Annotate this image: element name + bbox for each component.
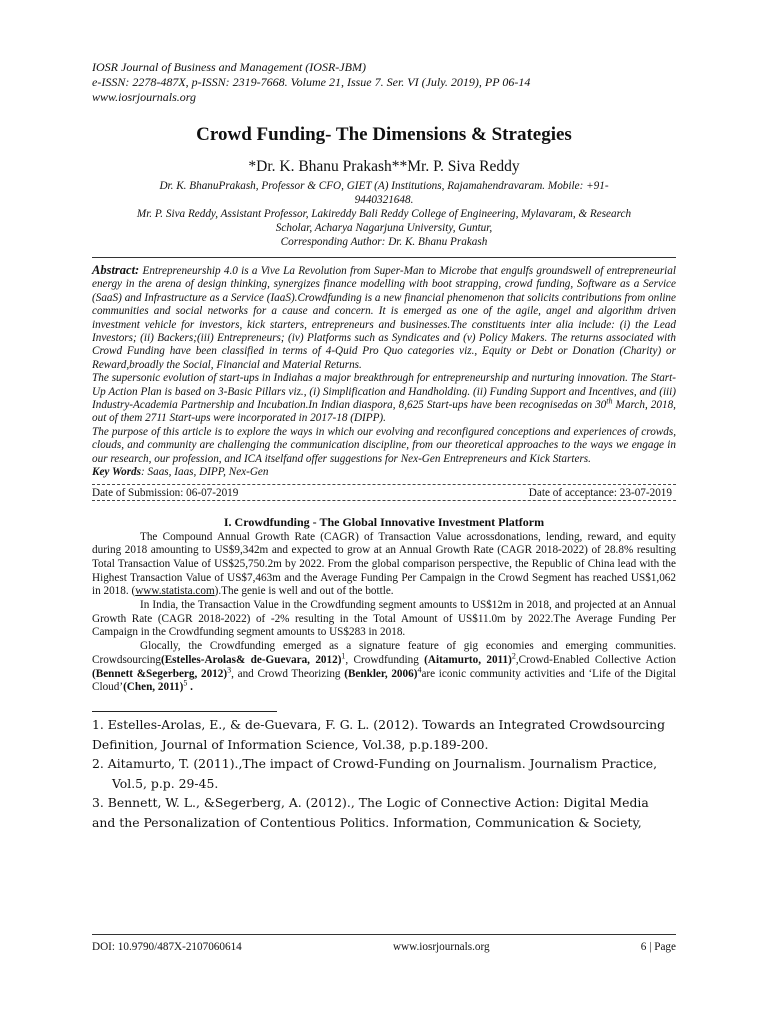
footnote-2-cont: Vol.5, p.p. 29-45.	[112, 775, 219, 791]
author-affiliations	[92, 179, 676, 249]
affiliation-2-cont: Scholar, Acharya Nagarjuna University, Guntur,	[275, 222, 493, 234]
p3-sup-3: 3	[227, 664, 232, 674]
journal-header	[92, 60, 676, 105]
p3-text-2: , Crowdfunding	[345, 653, 425, 666]
abstract-block	[92, 257, 676, 480]
submission-date: Date of Submission: 06-07-2019	[92, 486, 239, 499]
statista-link[interactable]: www.statista.com	[135, 585, 215, 598]
p3-text-5: are iconic community activities and ‘Life of the Digital Cloud’	[92, 667, 676, 694]
p3-text-3: ,Crowd-Enabled Collective Action	[515, 653, 676, 666]
affiliation-2: Mr. P. Siva Reddy, Assistant Professor, Lakireddy Bali Reddy College of Engineering, Mylavaram, & Research	[136, 208, 632, 220]
affiliation-1: Dr. K. BhanuPrakash, Professor & CFO, GIET (A) Institutions, Rajamahendravaram. Mobile: +91-	[159, 180, 609, 192]
footer-site: www.iosrjournals.org	[392, 941, 490, 953]
p3-sup-4: 4	[417, 664, 422, 674]
journal-issn: e-ISSN: 2278-487X, p-ISSN: 2319-7668. Volume 21, Issue 7. Ser. VI (July. 2019), PP 06-14	[92, 75, 531, 89]
abstract-text-1: Entrepreneurship 4.0 is a Vive La Revolution from Super-Man to Microbe that engulfs groundswell of entrepreneurial energy in the arena of design thinking, synergizes finance modelling with boot strapping, crowd funding, Software as a Service (SaaS) and Infrastructure as a Service (IaaS).Crowdfunding is a new financial phenomenon that solicits contributions from online communities and social networks for a cause and concern. It is emerged as one of the agile, angel and algorithm driven investment vehicle for investors, kick starters, entrepreneurs and businesses.The constituents inter alia include: (i) the Lead Investors; (ii) Backers;(iii) Entrepreneurs; (iv) Platforms such as Syndicates and (v) Policy Makers. The returns associated with Crowd Funding have been classified in terms of 4-Quid Pro Quo categories viz., Equity or Debt or Donation (Charity) or Reward,broadly the Social, Financial and Material Returns.	[92, 265, 676, 371]
p3-sup-1: 1	[341, 651, 346, 661]
paper-title: Crowd Funding- The Dimensions & Strategies	[196, 124, 572, 145]
abstract-text-2b: March, 2018, out of them 2711 Start-ups were incorporated in 2017-18 (DIPP).	[92, 399, 676, 425]
keywords-text: : Saas, Iaas, DIPP, Nex-Gen	[141, 466, 269, 479]
footnote-rule	[92, 711, 277, 712]
footnote-3-cont: and the Personalization of Contentious Politics. Information, Communication & Society,	[92, 814, 642, 830]
journal-url: www.iosrjournals.org	[92, 90, 197, 104]
keywords-label: Key Words	[92, 466, 141, 479]
journal-name: IOSR Journal of Business and Management (IOSR-JBM)	[92, 60, 366, 74]
footnote-3: 3. Bennett, W. L., &Segerberg, A. (2012)., The Logic of Connective Action: Digital Media	[92, 795, 649, 811]
p3-cite-1: (Estelles-Arolas& de-Guevara, 2012)	[160, 653, 342, 666]
corresponding-author: Corresponding Author: Dr. K. Bhanu Prakash	[280, 236, 488, 248]
abstract-sup: th	[606, 396, 613, 406]
abstract-para-1	[92, 264, 676, 372]
section-heading: I. Crowdfunding - The Global Innovative Investment Platform	[223, 514, 545, 529]
footer-page-number: 6 | Page	[640, 941, 676, 953]
page-footer	[92, 934, 676, 953]
body-para-1-text-a: The Compound Annual Growth Rate (CAGR) of Transaction Value acrossdonations, lending, reward, and equity during 2018 amounting to US$9,342m and expected to grow at an Annual Growth Rate (CAGR 2018-2022) of 28.8% resulting Total Transaction Value of US$25,750.2m by 2022. From the global comparison perspective, the Republic of China lead with the Highest Transaction Value of US$7,463m and the Average Funding Per Campaign in the Crowd Segment has reached US$1,062 in 2018. (	[92, 530, 676, 598]
paper-authors: *Dr. K. Bhanu Prakash**Mr. P. Siva Reddy	[248, 158, 520, 175]
abstract-label: Abstract:	[92, 263, 140, 277]
keywords	[92, 466, 676, 479]
abstract-para-3: The purpose of this article is to explore the ways in which our evolving and reconfigured conceptions and experiences of crowds, clouds, and community are challenging the communication discipline, from our theoretical approaches to the ways we engage in our research, our profession, and ICA itselfand offer suggestions for Nex-Gen Entrepreneurs and Kick Starters.	[92, 425, 676, 465]
body-para-1-text-b: ).The genie is well and out of the bottle.	[214, 585, 394, 598]
p3-sup-2: 2	[511, 651, 516, 661]
p3-text-6: .	[187, 681, 193, 694]
p3-cite-4: (Benkler, 2006)	[344, 667, 418, 680]
dashed-divider-bottom	[92, 500, 676, 501]
dates-row	[92, 485, 676, 500]
p3-cite-3: (Bennett &Segerberg, 2012)	[92, 667, 228, 680]
footnote-2: 2. Aitamurto, T. (2011).,The impact of Crowd-Funding on Journalism. Journalism Practice,	[92, 756, 658, 772]
abstract-text-2a: The supersonic evolution of start-ups in Indiahas a major breakthrough for entrepreneurship and nurturing innovation. The Start-Up Action Plan is based on 3-Basic Pillars viz., (i) Simplification and Handholding. (ii) Funding Support and Incentives, and (iii) Industry-Academia Partnership and Incubation.In Indian diaspora, 8,625 Start-ups have been recognisedas on 30	[92, 372, 676, 412]
body-para-3	[92, 640, 676, 695]
section-body	[92, 531, 676, 695]
p3-cite-2: (Aitamurto, 2011)	[424, 653, 512, 666]
body-para-1	[92, 531, 676, 600]
affiliation-1-cont: 9440321648.	[354, 194, 414, 206]
acceptance-date: Date of acceptance: 23-07-2019	[528, 486, 672, 499]
p3-text-1: Glocally, the Crowdfunding emerged as a signature feature of gig economies and emerging communities. Crowdsourcing	[92, 640, 676, 666]
footnote-1-cont: Definition, Journal of Information Science, Vol.38, p.p.189-200.	[92, 736, 489, 752]
footer-doi: DOI: 10.9790/487X-2107060614	[92, 941, 242, 953]
abstract-para-2	[92, 372, 676, 426]
p3-text-4: , and Crowd Theorizing	[231, 667, 345, 680]
p3-cite-5: (Chen, 2011)	[123, 681, 184, 694]
footnote-1: 1. Estelles-Arolas, E., & de-Guevara, F. G. L. (2012). Towards an Integrated Crowdsourcing	[92, 716, 666, 732]
p3-sup-5: 5	[183, 678, 188, 688]
body-para-2: In India, the Transaction Value in the Crowdfunding segment amounts to US$12m in 2018, and projected at an Annual Growth Rate (CAGR 2018-2022) of -2% resulting in the Total Amount of US$11.0m by 2022.The Average Funding Per Campaign in the Crowdfunding segment amounts to US$283 in 2018.	[92, 599, 676, 639]
footnotes	[92, 715, 676, 833]
